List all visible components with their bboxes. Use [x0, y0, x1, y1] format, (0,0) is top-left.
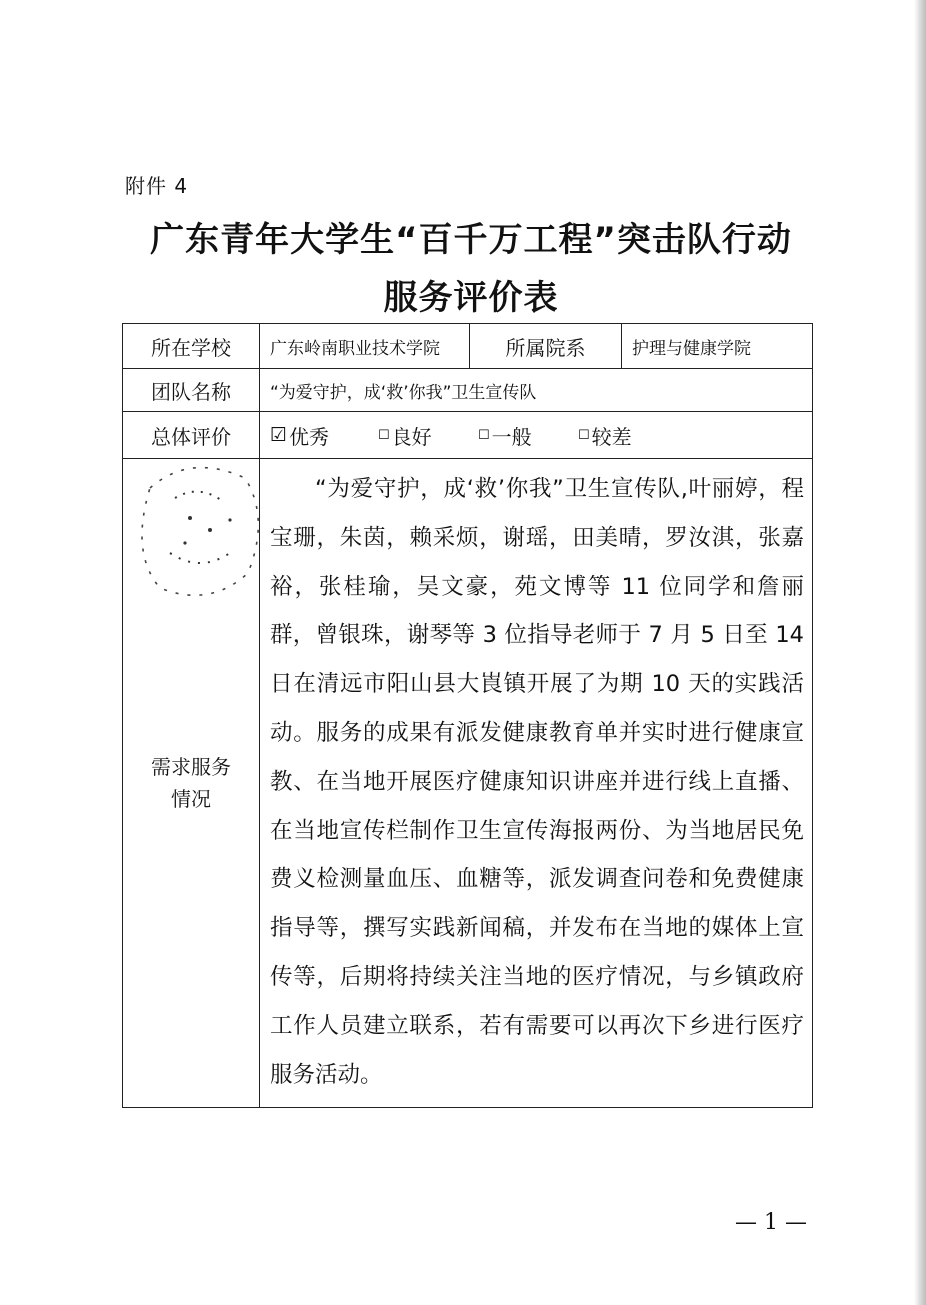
rating-option-label: 良好 [391, 424, 432, 449]
attachment-label: 附件 4 [125, 174, 189, 198]
empty-box-icon: ☐ [578, 427, 590, 443]
page-number: — 1 — [735, 1210, 807, 1235]
service-label-line1: 需求服务 [151, 755, 231, 780]
empty-box-icon: ☐ [478, 427, 490, 443]
rating-option-label: 一般 [491, 424, 532, 449]
rating-option-excellent[interactable] [270, 421, 378, 450]
rating-label: 总体评价 [123, 412, 260, 459]
checked-box-icon: ☑ [270, 424, 288, 446]
team-label: 团队名称 [123, 369, 260, 412]
rating-option-good[interactable] [378, 421, 478, 450]
rating-option-poor[interactable] [578, 421, 632, 450]
table-row-rating [123, 412, 813, 459]
empty-box-icon: ☐ [378, 427, 390, 443]
school-label: 所在学校 [123, 324, 260, 369]
rating-option-label: 较差 [591, 424, 632, 449]
service-description: “为爱守护，成‘救’你我”卫生宣传队,叶丽婷，程宝珊，朱茵，赖采烦，谢瑶，田美晴，罗汝淇，张嘉裕，张桂瑜，吴文豪，苑文博等 11 位同学和詹丽群，曾银珠，谢琴等 3 位指导老师于 7 月 5 日至 14 日在清远市阳山县大崀镇开展了为期 10 天的实践活动。服务的成果有派发健康教育单并实时进行健康宣教、在当地开展医疗健康知识讲座并进行线上直播、在当地宣传栏制作卫生宣传海报两份、为当地居民免费义检测量血压、血糖等，派发调查问卷和免费健康指导等，撰写实践新闻稿，并发布在当地的媒体上宣传等，后期将持续关注当地的医疗情况，与乡镇政府工作人员建立联系，若有需要可以再次下乡进行医疗服务活动。 [260, 459, 813, 1108]
page-edge-shadow [914, 0, 926, 1305]
rating-options [260, 412, 813, 459]
rating-option-label: 优秀 [289, 424, 330, 449]
service-label-line2: 情况 [171, 787, 211, 812]
document-title-line1: 广东青年大学生“百千万工程”突击队行动 [150, 220, 792, 260]
team-value: “为爱守护，成‘救’你我”卫生宣传队 [260, 369, 813, 412]
table-row-school [123, 324, 813, 369]
document-title-line2: 服务评价表 [383, 278, 559, 318]
department-value: 护理与健康学院 [622, 324, 813, 369]
evaluation-table [122, 323, 813, 1108]
rating-option-average[interactable] [478, 421, 578, 450]
department-label: 所属院系 [470, 324, 622, 369]
stamp-icon [130, 458, 270, 608]
table-row-team [123, 369, 813, 412]
school-value: 广东岭南职业技术学院 [260, 324, 470, 369]
